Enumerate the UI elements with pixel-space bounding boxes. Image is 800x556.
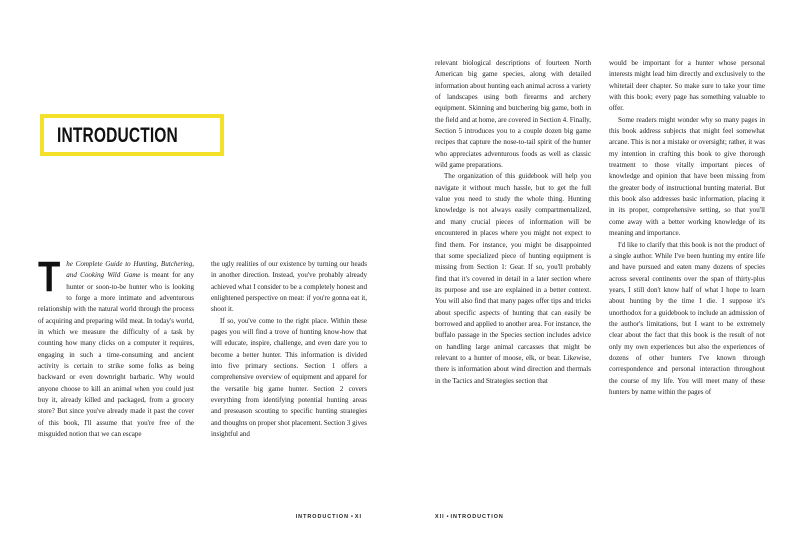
footer-page-number: XI bbox=[354, 514, 362, 520]
body-paragraph: would be important for a hunter whose personal interests might lead him directly and exclusively to the whitetail deer chapter. So make sure to take your time with this book; every page has something valuable to offer. bbox=[609, 59, 765, 113]
footer-separator: • bbox=[446, 514, 449, 520]
chapter-title-border bbox=[40, 114, 224, 156]
footer-label: INTRODUCTION bbox=[295, 514, 350, 520]
body-paragraph: The organization of this guidebook will help you navigate it without much hassle, but to get the full value you need to study the whole thing. Hunting knowledge is not always easily compartmentalized, and many crucial pieces of information will be encountered in places where you might not expect to find them. For instance, you might be disappointed that some specialized piece of hunting equipment is missing from Section 1: Gear. If so, you'll probably find that it's covered in detail in a later section where its purpose and use are explained in a better context. You will also find that many pages offer tips and tricks about specific aspects of hunting that can easily be borrowed and applied to another area. For instance, the buffalo passage in the Species section includes advice on handling large animal carcasses that might be relevant to a hunter of moose, elk, or bear. Likewise, there is information about wind direction and thermals in the Tactics and Strategies section that bbox=[435, 172, 591, 385]
footer-separator: • bbox=[351, 514, 353, 520]
right-page-column-1 bbox=[435, 58, 591, 398]
book-title-italic: he Complete Guide to Hunting, Butchering, and Cooking Wild Game bbox=[66, 260, 194, 280]
body-paragraph: Some readers might wonder why so many pages in this book address subjects that might feel somewhat arcane. This is not a mistake or oversight; rather, it was my intention in crafting this book to give thorough treatment to those vitally important pieces of knowledge and opinion that have been missing from the greater body of instructional hunting material. But this book also addresses basic information, placing it in its proper, comprehensive setting, so that you'll come away with a better working knowledge of its meaning and importance. bbox=[609, 115, 765, 238]
right-page-footer bbox=[435, 514, 504, 520]
right-page-column-2 bbox=[609, 58, 765, 398]
left-page-column-2 bbox=[211, 259, 367, 441]
chapter-title-plate bbox=[40, 114, 224, 156]
body-paragraph: the ugly realities of our existence by turning our heads in another direction. Instead, you've probably already achieved what I consider to be a completely honest and enlightened perspective on meat: if you're gonna eat it, shoot it. bbox=[211, 260, 367, 314]
drop-cap: T bbox=[38, 253, 61, 301]
paragraph-body: is meant for any hunter or soon-to-be hunter who is looking to forge a more intimate and adventurous relationship with the natural world through the process of acquiring and preparing wild meat. In today's world, in which we measure the difficulty of a task by counting how many clicks on a computer it requires, engaging in such a time-consuming and ancient activity is certain to strike some folks as being backward or even downright barbaric. Why would anyone choose to kill an animal when you could just buy it, already killed and packaged, from a grocery store? But since you've already made it past the cover of this book, I'll assume that you're free of the misguided notion that we can escape bbox=[38, 271, 194, 439]
body-paragraph: If so, you've come to the right place. Within these pages you will find a trove of hunting know-how that will educate, inspire, challenge, and even dare you to become a better hunter. This information is divided into five primary sections. Section 1 offers a comprehensive overview of equipment and apparel for the versatile big game hunter. Section 2 covers everything from identifying potential hunting areas and preseason scouting to specific hunting strategies and thoughts on proper shot placement. Section 3 gives insightful and bbox=[211, 316, 367, 439]
body-paragraph: relevant biological descriptions of fourteen North American big game species, along with detailed information about hunting each animal across a variety of landscapes using both firearms and archery equipment. Skinning and butchering big game, both in the field and at home, are covered in Section 4. Finally, Section 5 introduces you to a couple dozen big game recipes that capture the nose-to-tail spirit of the hunter who appreciates adventurous foods as well as classic wild game preparations. bbox=[435, 59, 591, 170]
body-paragraph bbox=[38, 253, 194, 441]
right-page bbox=[400, 0, 800, 556]
left-page-column-1 bbox=[38, 253, 194, 441]
chapter-title-text: INTRODUCTION bbox=[57, 124, 178, 147]
left-page-columns bbox=[38, 253, 367, 441]
footer-page-number: XII bbox=[435, 514, 445, 520]
right-page-columns bbox=[435, 58, 765, 398]
footer-label: INTRODUCTION bbox=[450, 514, 504, 520]
left-page-footer bbox=[296, 514, 362, 520]
body-paragraph: I'd like to clarify that this book is not the product of a single author. While I've been hunting my entire life and have pursued and eaten many dozens of species across several continents over the span of thirty-plus years, I still don't know half of what I hope to learn about hunting by the time I die. I suppose it's unorthodox for a guidebook to include an admission of the author's limitations, but I want to be extremely clear about the fact that this book is the result of not only my own experiences but also the experiences of dozens of other hunters I've known through correspondence and personal interaction throughout the course of my life. You will meet many of these hunters by name within the pages of bbox=[609, 240, 765, 396]
